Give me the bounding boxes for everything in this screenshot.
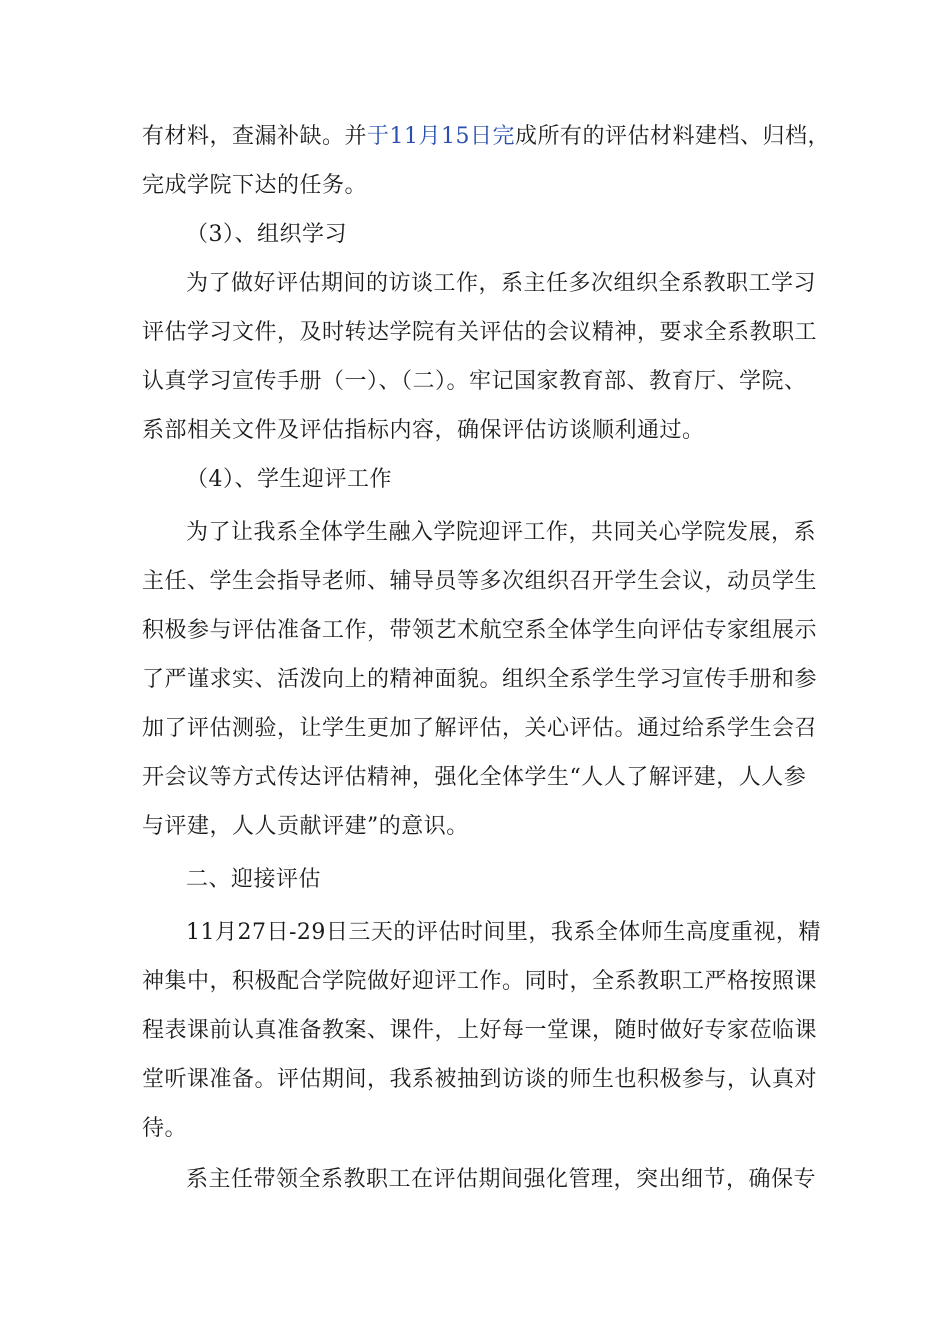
- text-run: 有材料，查漏补缺。并: [142, 124, 368, 149]
- paragraph-line: 完成学院下达的任务。: [142, 173, 368, 198]
- paragraph-line: 神集中，积极配合学院做好迎评工作。同时，全系教职工严格按照课: [142, 969, 818, 994]
- highlighted-date-text: 于11月15日完: [367, 124, 516, 149]
- paragraph-line: 主任、学生会指导老师、辅导员等多次组织召开学生会议，动员学生: [142, 569, 818, 594]
- paragraph-line: 系部相关文件及评估指标内容，确保评估访谈顺利通过。: [142, 418, 705, 443]
- paragraph-line: 开会议等方式传达评估精神，强化全体学生“人人了解评建，人人参: [142, 765, 807, 790]
- paragraph-line: 为了让我系全体学生融入学院迎评工作，共同关心学院发展，系: [186, 520, 817, 545]
- section-heading-welcome-evaluation: 二、迎接评估: [186, 867, 322, 892]
- paragraph-line: 积极参与评估准备工作，带领艺术航空系全体学生向评估专家组展示: [142, 618, 818, 643]
- paragraph-line: 程表课前认真准备教案、课件，上好每一堂课，随时做好专家莅临课: [142, 1018, 818, 1043]
- subheading-organize-study: （3）、组织学习: [186, 222, 347, 247]
- paragraph-line: 系主任带领全系教职工在评估期间强化管理，突出细节，确保专: [186, 1167, 817, 1192]
- paragraph-line: 11月27日-29日三天的评估时间里，我系全体师生高度重视，精: [186, 920, 821, 945]
- paragraph-line: 加了评估测验，让学生更加了解评估，关心评估。通过给系学生会召: [142, 716, 818, 741]
- text-run: 成所有的评估材料建档、归档，: [515, 124, 831, 149]
- paragraph-line: 评估学习文件，及时转达学院有关评估的会议精神，要求全系教职工: [142, 320, 818, 345]
- paragraph-line: 了严谨求实、活泼向上的精神面貌。组织全系学生学习宣传手册和参: [142, 667, 818, 692]
- paragraph-line: 堂听课准备。评估期间，我系被抽到访谈的师生也积极参与，认真对: [142, 1067, 818, 1092]
- subheading-student-evaluation: （4）、学生迎评工作: [186, 467, 392, 492]
- paragraph-line: 与评建，人人贡献评建”的意识。: [142, 814, 469, 839]
- paragraph-line: 认真学习宣传手册（一）、（二）。牢记国家教育部、教育厅、学院、: [142, 369, 807, 394]
- paragraph-line: 待。: [142, 1116, 188, 1141]
- paragraph-line: [142, 122, 830, 152]
- paragraph-line: 为了做好评估期间的访谈工作，系主任多次组织全系教职工学习: [186, 271, 817, 296]
